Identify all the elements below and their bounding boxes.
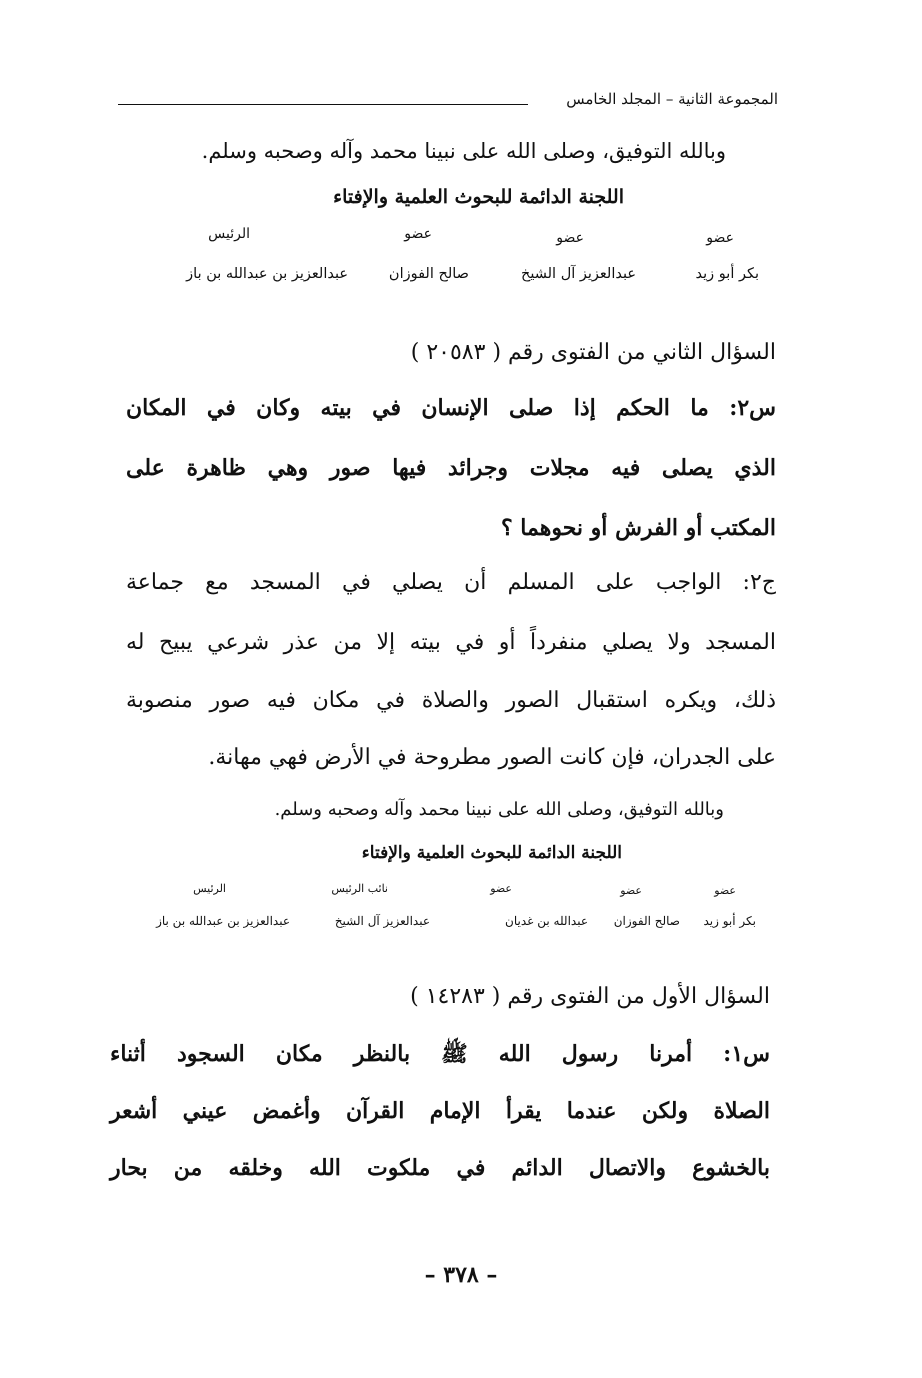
signatory-role: عضو — [714, 884, 736, 897]
signatory-role: الرئيس — [193, 882, 226, 895]
signatory-name: عبدالعزيز آل الشيخ — [520, 266, 636, 282]
signatory-name: عبدالله بن غديان — [505, 914, 588, 928]
committee-name: اللجنة الدائمة للبحوث العلمية والإفتاء — [361, 843, 622, 863]
signatory-role: عضو — [620, 884, 642, 897]
answer-line: ذلك، ويكره استقبال الصور والصلاة في مكان فيه صور منصوبة — [126, 688, 776, 713]
page-number: – ٣٧٨ – — [424, 1262, 498, 1288]
signatory-name: عبدالعزيز بن عبدالله بن باز — [156, 914, 290, 928]
signatory-name: بكر أبو زيد — [695, 266, 759, 282]
closing-formula: وبالله التوفيق، وصلى الله على نبينا محمد وآله وصحبه وسلم. — [201, 139, 726, 163]
signatory-role: عضو — [490, 882, 512, 895]
signatory-name: عبدالعزيز بن عبدالله بن باز — [186, 266, 348, 282]
signatory-role: نائب الرئيس — [331, 882, 388, 895]
signatory-name: صالح الفوزان — [388, 266, 469, 282]
signatory-name: صالح الفوزان — [613, 914, 680, 928]
signatory-role: عضو — [556, 230, 584, 246]
answer-line: على الجدران، فإن كانت الصور مطروحة في الأرض فهي مهانة. — [208, 745, 776, 770]
signatory-name: بكر أبو زيد — [703, 914, 756, 928]
closing-formula: وبالله التوفيق، وصلى الله على نبينا محمد وآله وصحبه وسلم. — [274, 799, 724, 820]
running-header: المجموعة الثانية – المجلد الخامس — [566, 90, 778, 108]
signatory-name: عبدالعزيز آل الشيخ — [334, 914, 430, 928]
question-line: س٢: ما الحكم إذا صلى الإنسان في بيته وكان في المكان — [126, 395, 777, 421]
answer-line: المسجد ولا يصلي منفرداً أو في بيته إلا من عذر شرعي يبيح له — [126, 630, 776, 655]
header-rule — [118, 104, 528, 105]
question-line: المكتب أو الفرش أو نحوهما ؟ — [500, 515, 776, 541]
question-line: بالخشوع والاتصال الدائم في ملكوت الله وخلقه من بحار — [110, 1155, 770, 1181]
fatwa-heading: السؤال الأول من الفتوى رقم ( ١٤٢٨٣ ) — [410, 984, 770, 1009]
signatory-role: الرئيس — [208, 226, 250, 242]
committee-name: اللجنة الدائمة للبحوث العلمية والإفتاء — [333, 186, 624, 208]
signatory-role: عضو — [706, 230, 734, 246]
question-line: س١: أمرنا رسول الله ﷺ بالنظر مكان السجود أثناء — [110, 1041, 770, 1067]
signatory-role: عضو — [404, 226, 432, 242]
question-line: الصلاة ولكن عندما يقرأ الإمام القرآن وأغمض عيني أشعر — [110, 1098, 770, 1124]
question-line: الذي يصلى فيه مجلات وجرائد فيها صور وهي ظاهرة على — [126, 455, 776, 481]
answer-line: ج٢: الواجب على المسلم أن يصلي في المسجد مع جماعة — [126, 570, 776, 595]
fatwa-heading: السؤال الثاني من الفتوى رقم ( ٢٠٥٨٣ ) — [410, 340, 776, 365]
